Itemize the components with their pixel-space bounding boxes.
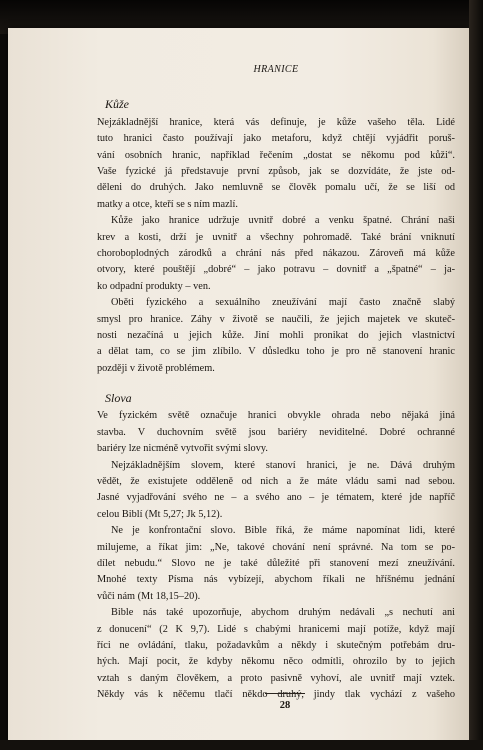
running-head: HRANICE — [253, 64, 299, 75]
text-line: vání osobních hranic, například řečením „dostat se někomu pod kůži“. — [97, 149, 455, 161]
text-line: Jasné vyjadřování svého ne – a svého ano – je tématem, které jde napříč — [97, 492, 455, 504]
text-line: stavba. V duchovním světě jsou bariéry neviditelné. Dobré ochranné — [97, 426, 455, 438]
paragraph — [97, 605, 455, 703]
text-line: celou Biblí (Mt 5,27; Jk 5,12). — [97, 508, 223, 520]
text-line: Ve fyzickém světě označuje hranici obvykle ohrada nebo nějaká jiná — [97, 410, 455, 422]
section-title-slova: Slova — [105, 391, 132, 406]
text-line: Mnohé texty Písma nás vybízejí, abychom říkali ne hříšnému jednání — [97, 574, 455, 586]
text-line: matky a otce, kteří se s ním mazlí. — [97, 198, 238, 210]
text-line: bariéry lze nicméně vytvořit svými slovy. — [97, 443, 268, 455]
paragraph — [97, 408, 455, 457]
text-line: choroboplodných zárodků a chrání nás před nákazou. Zároveň má kůže — [97, 247, 455, 259]
paragraph — [97, 523, 455, 605]
text-line: hých. Mají pocit, že kdyby někomu něco odmítli, ohrozilo by to jejich — [97, 656, 455, 668]
text-block — [97, 62, 455, 704]
text-line: Vaše fyzické já představuje první způsob, jak se dozvídáte, že jste od- — [97, 165, 455, 177]
text-line: později v životě problémem. — [97, 362, 215, 374]
text-line: Bible nás také upozorňuje, abychom druhým nedávali „s nechutí ani — [111, 607, 455, 619]
text-line: vědět, že existujete odděleně od nich a že máte vládu sami nad sebou. — [97, 476, 455, 488]
text-line: krev a kosti, drží je uvnitř a všechny pohromadě. Také brání vniknutí — [97, 231, 455, 243]
text-line: Nejzákladnějším slovem, které stanoví hranici, je ne. Dává druhým — [111, 459, 455, 471]
text-line: smysl pro hranice. Záhy v životě se naučili, že jejich majetek ve skuteč- — [97, 313, 455, 325]
text-line: a dělat tam, co se jim zlíbilo. V důsledku toho je pro ně stanovení hranic — [97, 346, 455, 358]
bottom-edge-shadow — [0, 740, 483, 750]
page-number: 28 — [279, 700, 291, 711]
text-line: tuto hranici často používají jako metaforu, když chtějí vyjádřit poruš- — [97, 133, 455, 145]
text-line: ko odpadní produkty – ven. — [97, 280, 211, 292]
text-line: milujeme, a říkat jim: „Ne, takové chování není správné. Na tom se po- — [97, 541, 455, 553]
paragraph — [97, 213, 455, 295]
footer-rule — [265, 693, 305, 694]
section-title-kuze: Kůže — [105, 97, 129, 112]
text-line: říci ne ovládání, tlaku, požadavkům a někdy i skutečným potřebám dru- — [97, 639, 455, 651]
text-line: dílet nebudu.“ Slovo ne je také důležité při stanovení mezí zneužívání. — [97, 557, 455, 569]
text-line: vůči nám (Mt 18,15–20). — [97, 590, 201, 602]
paragraph — [97, 115, 455, 213]
text-line: z donucení“ (2 K 9,7). Lidé s chabými hranicemi mají potíže, když mají — [97, 623, 455, 635]
text-line: vztah s daným člověkem, a proto pasivně vyhoví, ale uvnitř mají vztek. — [97, 672, 455, 684]
section-gap — [97, 377, 455, 390]
text-line: Kůže jako hranice udržuje uvnitř dobré a venku špatné. Chrání naši — [111, 215, 455, 227]
text-line: Nejzákladnější hranice, která vás definuje, je kůže vašeho těla. Lidé — [97, 116, 455, 128]
paragraph — [97, 458, 455, 524]
text-line: nosti nezačíná u jejich kůže. Jiní mohli pronikat do jejich vlastnictví — [97, 329, 455, 341]
text-line: otvory, které pouštějí „dobré“ – jako potravu – dovnitř a „špatné“ – ja- — [97, 264, 455, 276]
text-line: děleni do druhých. Jako nemluvně se člověk pomalu učí, že se liší od — [97, 182, 455, 194]
text-line: Oběti fyzického a sexuálního zneužívání mají často značně slabý — [111, 297, 455, 309]
text-line: Ne je konfrontační slovo. Bible říká, že máme napomínat lidi, které — [111, 525, 455, 537]
paragraph — [97, 295, 455, 377]
text-line: Někdy vás k něčemu tlačí někdo druhý, jindy tlak vychází z vašeho — [97, 689, 455, 701]
book-edge-shadow — [469, 0, 483, 750]
